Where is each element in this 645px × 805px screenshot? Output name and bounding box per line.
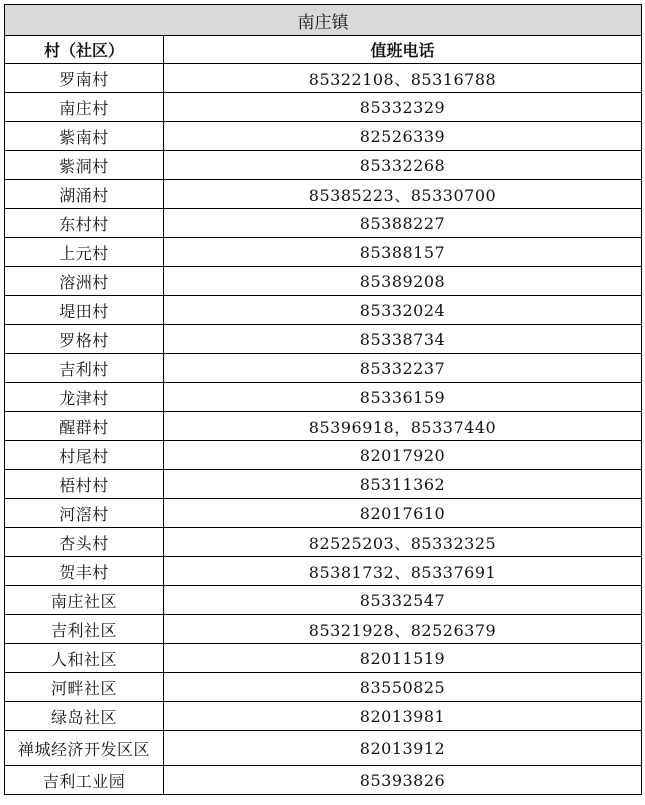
table-row (5, 702, 642, 731)
duty-phone-cell: 85385223、85330700 (164, 180, 642, 209)
table-row (5, 296, 642, 325)
duty-phone-cell: 85381732、85337691 (164, 557, 642, 586)
table-row (5, 209, 642, 238)
title-row (5, 5, 642, 36)
duty-phone-cell: 85322108、85316788 (164, 64, 642, 93)
village-name-cell: 南庄村 (5, 93, 164, 122)
column-header-phone: 值班电话 (164, 36, 642, 64)
village-name-cell: 梧村村 (5, 470, 164, 499)
table-row (5, 528, 642, 557)
table-row (5, 93, 642, 122)
village-name-cell: 村尾村 (5, 441, 164, 470)
table-row (5, 644, 642, 673)
table-row (5, 586, 642, 615)
village-name-cell: 罗南村 (5, 64, 164, 93)
village-name-cell: 杏头村 (5, 528, 164, 557)
duty-phone-cell: 82525203、85332325 (164, 528, 642, 557)
village-name-cell: 堤田村 (5, 296, 164, 325)
table-row (5, 64, 642, 93)
village-name-cell: 紫洞村 (5, 151, 164, 180)
column-header-village: 村（社区） (5, 36, 164, 64)
duty-phone-cell: 85332268 (164, 151, 642, 180)
village-name-cell: 湖涌村 (5, 180, 164, 209)
duty-phone-cell: 82013981 (164, 702, 642, 731)
duty-phone-cell: 85388227 (164, 209, 642, 238)
duty-phone-cell: 85393826 (164, 766, 642, 795)
duty-phone-cell: 85332547 (164, 586, 642, 615)
duty-phone-cell: 85311362 (164, 470, 642, 499)
duty-phone-cell: 85338734 (164, 325, 642, 354)
duty-phone-cell: 85332237 (164, 354, 642, 383)
table-row (5, 267, 642, 296)
duty-phone-cell: 85396918，85337440 (164, 412, 642, 441)
village-name-cell: 河滘村 (5, 499, 164, 528)
table-row (5, 441, 642, 470)
table-row (5, 557, 642, 586)
village-name-cell: 河畔社区 (5, 673, 164, 702)
village-name-cell: 吉利工业园 (5, 766, 164, 795)
table-row (5, 354, 642, 383)
table-title: 南庄镇 (5, 5, 642, 36)
duty-phone-cell: 82526339 (164, 122, 642, 151)
table-row (5, 615, 642, 644)
village-name-cell: 人和社区 (5, 644, 164, 673)
duty-phone-cell: 85389208 (164, 267, 642, 296)
duty-phone-cell: 83550825 (164, 673, 642, 702)
duty-phone-cell: 82013912 (164, 731, 642, 766)
village-name-cell: 吉利村 (5, 354, 164, 383)
duty-phone-cell: 82011519 (164, 644, 642, 673)
village-name-cell: 醒群村 (5, 412, 164, 441)
duty-phone-table (4, 4, 642, 795)
village-name-cell: 紫南村 (5, 122, 164, 151)
table-row (5, 180, 642, 209)
village-name-cell: 溶洲村 (5, 267, 164, 296)
village-name-cell: 吉利社区 (5, 615, 164, 644)
table-row (5, 470, 642, 499)
village-name-cell: 绿岛社区 (5, 702, 164, 731)
table-row (5, 151, 642, 180)
duty-phone-cell: 85336159 (164, 383, 642, 412)
duty-phone-cell: 85332024 (164, 296, 642, 325)
village-name-cell: 贺丰村 (5, 557, 164, 586)
table-row (5, 766, 642, 795)
village-name-cell: 龙津村 (5, 383, 164, 412)
table-row (5, 499, 642, 528)
duty-phone-cell: 85332329 (164, 93, 642, 122)
duty-phone-cell: 85321928、82526379 (164, 615, 642, 644)
village-name-cell: 罗格村 (5, 325, 164, 354)
table-row (5, 673, 642, 702)
village-name-cell: 禅城经济开发区区 (5, 731, 164, 766)
table-row (5, 731, 642, 766)
village-name-cell: 上元村 (5, 238, 164, 267)
table-row (5, 412, 642, 441)
village-name-cell: 南庄社区 (5, 586, 164, 615)
table-body (5, 64, 642, 795)
table-row (5, 238, 642, 267)
table-row (5, 122, 642, 151)
table-row (5, 325, 642, 354)
village-name-cell: 东村村 (5, 209, 164, 238)
column-header-row (5, 36, 642, 64)
table-row (5, 383, 642, 412)
duty-phone-cell: 82017610 (164, 499, 642, 528)
duty-phone-cell: 82017920 (164, 441, 642, 470)
duty-phone-cell: 85388157 (164, 238, 642, 267)
